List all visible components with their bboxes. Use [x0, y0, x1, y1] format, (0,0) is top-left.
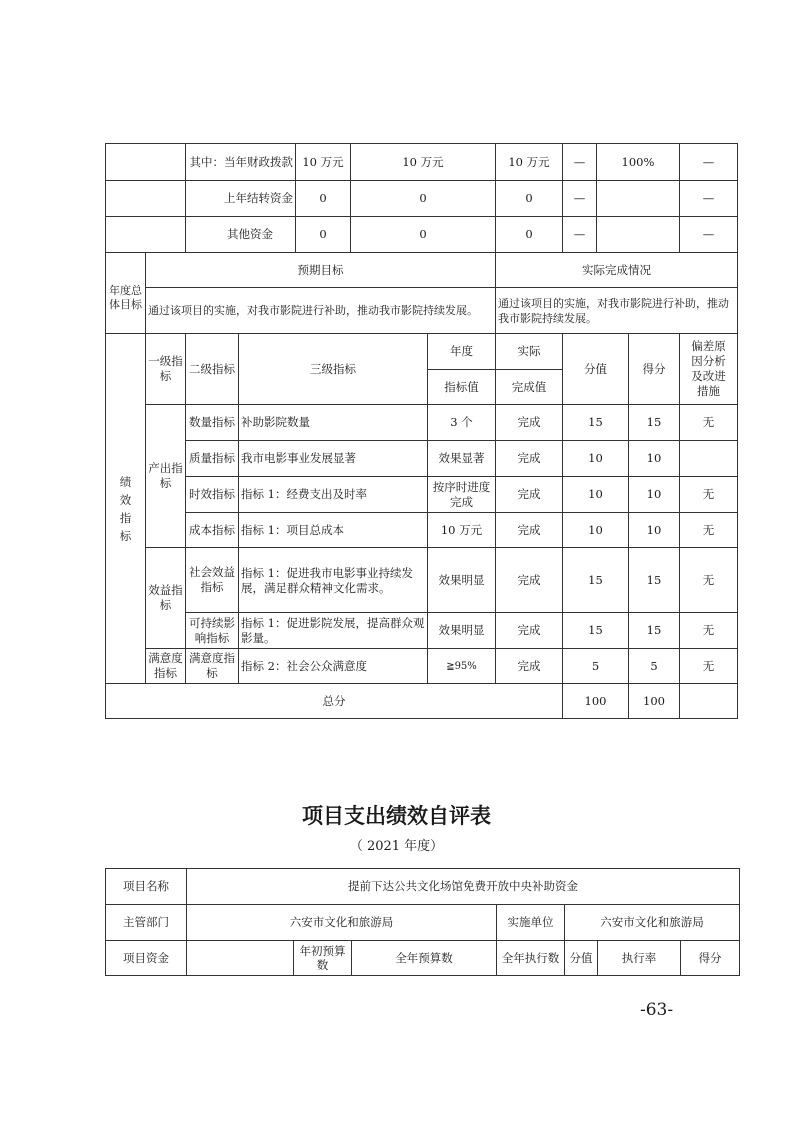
- score: 15: [628, 547, 680, 613]
- impl: 六安市文化和旅游局: [564, 904, 740, 941]
- project-name-label: 项目名称: [105, 868, 187, 905]
- funding-rate: [596, 216, 680, 253]
- col-score: 得分: [680, 940, 740, 976]
- funding-initial: 0: [295, 180, 351, 217]
- blank-cell: [186, 940, 294, 976]
- level3: 指标 1：促进我市电影事业持续发展，满足群众精神文化需求。: [238, 547, 428, 613]
- total-label: 总分: [105, 683, 563, 719]
- level2: 社会效益指标: [185, 547, 239, 613]
- col-executed: 全年执行数: [496, 940, 565, 976]
- level3: 指标 1：项目总成本: [238, 512, 428, 548]
- target: ≧95%: [427, 648, 496, 684]
- level3: 指标 2：社会公众满意度: [238, 648, 428, 684]
- funding-initial: 0: [295, 216, 351, 253]
- header-score: 得分: [628, 333, 680, 405]
- actual: 完成: [495, 612, 563, 649]
- funding-label: 其他资金: [185, 216, 296, 253]
- total-score: 100: [628, 683, 680, 719]
- blank-cell: [105, 143, 186, 181]
- score-value: 5: [562, 648, 629, 684]
- level2: 满意度指标: [185, 648, 239, 684]
- actual: 完成: [495, 648, 563, 684]
- header-level3: 三级指标: [238, 333, 428, 405]
- dept-label: 主管部门: [105, 904, 187, 941]
- expected-goal-header: 预期目标: [145, 252, 496, 288]
- expected-goal-text: 通过该项目的实施，对我市影院进行补助，推动我市影院持续发展。: [145, 287, 496, 334]
- indicators-section-label: 绩效指标: [105, 333, 146, 684]
- funding-executed: 10 万元: [495, 143, 563, 181]
- deviation: 无: [679, 612, 738, 649]
- level1-output: 产出指标: [145, 404, 186, 548]
- header-deviation: 偏差原因分析及改进措施: [679, 333, 738, 405]
- blank-cell: [105, 216, 186, 253]
- score: 5: [628, 648, 680, 684]
- col-initial: 年初预算数: [293, 940, 352, 976]
- funding-initial: 10 万元: [295, 143, 351, 181]
- actual: 完成: [495, 440, 563, 477]
- score-value: 10: [562, 512, 629, 548]
- deviation: 无: [679, 476, 738, 513]
- funding-annual: 0: [350, 180, 496, 217]
- target: 按序时进度完成: [427, 476, 496, 513]
- level1-satisfaction: 满意度指标: [145, 648, 186, 684]
- level3: 补助影院数量: [238, 404, 428, 441]
- funding-score-value: —: [562, 216, 597, 253]
- target: 效果明显: [427, 547, 496, 613]
- funding-rate: 100%: [596, 143, 680, 181]
- target: 效果明显: [427, 612, 496, 649]
- header-annual-bottom: 指标值: [427, 369, 496, 405]
- level1-benefit: 效益指标: [145, 547, 186, 649]
- header-level2: 二级指标: [185, 333, 239, 405]
- score-value: 10: [562, 476, 629, 513]
- target: 10 万元: [427, 512, 496, 548]
- level2: 时效指标: [185, 476, 239, 513]
- col-annual: 全年预算数: [351, 940, 497, 976]
- header-actual-bottom: 完成值: [495, 369, 563, 405]
- funding-annual: 0: [350, 216, 496, 253]
- score-value: 10: [562, 440, 629, 477]
- level3: 我市电影事业发展显著: [238, 440, 428, 477]
- dept: 六安市文化和旅游局: [186, 904, 497, 941]
- header-level1: 一级指标: [145, 333, 186, 405]
- target: 3 个: [427, 404, 496, 441]
- deviation: [679, 440, 738, 477]
- annual-goal-label: 年度总体目标: [105, 252, 146, 334]
- deviation: 无: [679, 547, 738, 613]
- header-actual-top: 实际: [495, 333, 563, 370]
- blank-cell: [105, 180, 186, 217]
- score: 10: [628, 512, 680, 548]
- level2: 数量指标: [185, 404, 239, 441]
- funding-annual: 10 万元: [350, 143, 496, 181]
- impl-label: 实施单位: [496, 904, 565, 941]
- score-value: 15: [562, 547, 629, 613]
- total-score-value: 100: [562, 683, 629, 719]
- form-subtitle: （ 2021 年度）: [349, 839, 444, 854]
- score: 10: [628, 440, 680, 477]
- form-title: 项目支出绩效自评表: [302, 804, 491, 828]
- level3: 指标 1：促进影院发展，提高群众观影量。: [238, 612, 428, 649]
- deviation: 无: [679, 648, 738, 684]
- funding-score: —: [679, 180, 738, 217]
- funding-score-value: —: [562, 180, 597, 217]
- funding-rate: [596, 180, 680, 217]
- funds-label: 项目资金: [105, 940, 187, 976]
- score: 10: [628, 476, 680, 513]
- funding-executed: 0: [495, 180, 563, 217]
- funding-score: —: [679, 216, 738, 253]
- deviation: 无: [679, 512, 738, 548]
- score-value: 15: [562, 612, 629, 649]
- funding-score-value: —: [562, 143, 597, 181]
- actual: 完成: [495, 547, 563, 613]
- level2: 可持续影响指标: [185, 612, 239, 649]
- actual: 完成: [495, 476, 563, 513]
- level2: 质量指标: [185, 440, 239, 477]
- total-deviation: [679, 683, 738, 719]
- actual-goal-header: 实际完成情况: [495, 252, 738, 288]
- actual-goal-text: 通过该项目的实施，对我市影院进行补助，推动我市影院持续发展。: [495, 287, 738, 334]
- col-rate: 执行率: [597, 940, 681, 976]
- actual: 完成: [495, 512, 563, 548]
- header-annual-top: 年度: [427, 333, 496, 370]
- page-number: -63-: [640, 1000, 674, 1020]
- funding-executed: 0: [495, 216, 563, 253]
- header-score-value: 分值: [562, 333, 629, 405]
- funding-label: 上年结转资金: [185, 180, 296, 217]
- level3: 指标 1：经费支出及时率: [238, 476, 428, 513]
- score: 15: [628, 404, 680, 441]
- level2: 成本指标: [185, 512, 239, 548]
- funding-score: —: [679, 143, 738, 181]
- target: 效果显著: [427, 440, 496, 477]
- deviation: 无: [679, 404, 738, 441]
- project-name: 提前下达公共文化场馆免费开放中央补助资金: [186, 868, 740, 905]
- actual: 完成: [495, 404, 563, 441]
- funding-label: 其中：当年财政拨款: [185, 143, 296, 181]
- score-value: 15: [562, 404, 629, 441]
- score: 15: [628, 612, 680, 649]
- col-score-value: 分值: [564, 940, 598, 976]
